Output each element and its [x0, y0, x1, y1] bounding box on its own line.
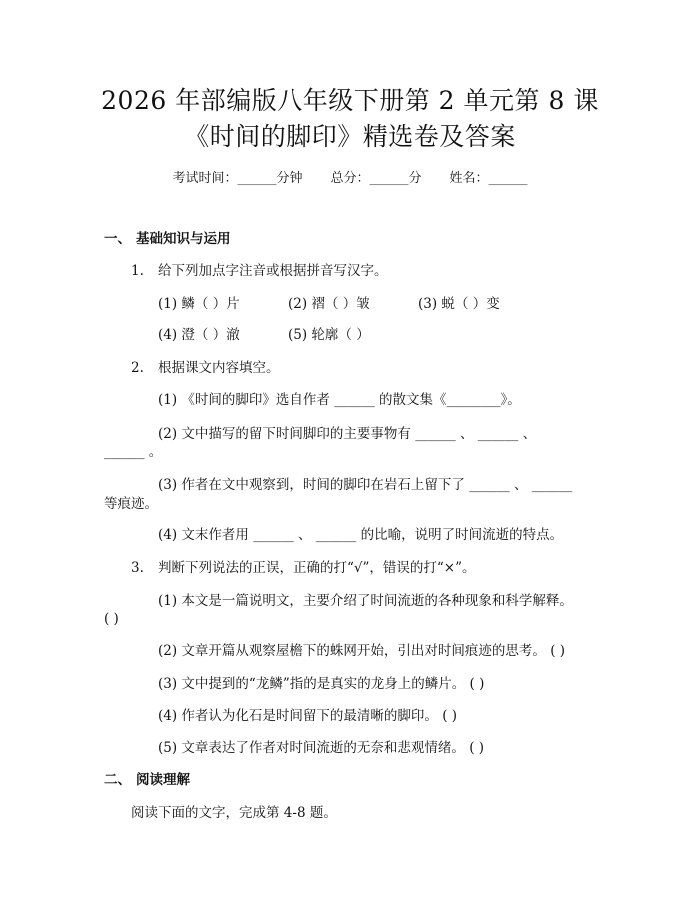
- exam-time-field: 考试时间：______分钟: [172, 171, 303, 186]
- exam-meta: [0, 170, 700, 188]
- reading-intro: 阅读下面的文字，完成第 4-8 题。: [131, 805, 337, 821]
- question-2-number: 2.: [131, 360, 144, 376]
- section-2-number: 二、: [104, 772, 131, 788]
- q3-item-4: (4) 作者认为化石是时间留下的最清晰的脚印。 ( ): [158, 708, 458, 724]
- title-line-2: 《时间的脚印》精选卷及答案: [184, 122, 516, 151]
- q1-item-4: (4) 澄（ ）澈: [158, 327, 240, 343]
- q2-item-4: (4) 文末作者用 ______ 、 ______ 的比喻，说明了时间流逝的特点。: [158, 527, 564, 543]
- q2-item-3-line-2: 等痕迹。: [104, 496, 158, 512]
- student-name-field: 姓名：______: [449, 171, 528, 186]
- q3-item-1-line-1: (1) 本文是一篇说明文，主要介绍了时间流逝的各种现象和科学解释。: [158, 593, 573, 609]
- q3-item-5: (5) 文章表达了作者对时间流逝的无奈和悲观情绪。 ( ): [158, 740, 485, 756]
- section-1-heading: [104, 230, 231, 248]
- title-line-1: 2026 年部编版八年级下册第 2 单元第 8 课: [101, 86, 599, 115]
- section-2-heading: [104, 771, 190, 789]
- question-2-stem: 根据课文内容填空。: [158, 360, 280, 376]
- q2-item-1: (1) 《时间的脚印》选自作者 ______ 的散文集《________》。: [158, 392, 521, 408]
- section-2-title: 阅读理解: [136, 772, 190, 788]
- q2-item-2-line-1: (2) 文中描写的留下时间脚印的主要事物有 ______ 、 ______ 、: [158, 426, 537, 442]
- q2-item-2-line-2: ______ 。: [104, 444, 163, 460]
- q1-item-1: (1) 鳞（ ）片: [158, 296, 240, 312]
- question-3-stem: 判断下列说法的正误，正确的打“√”，错误的打“×”。: [158, 560, 476, 576]
- total-score-field: 总分：______分: [330, 171, 422, 186]
- section-1-number: 一、: [104, 231, 131, 247]
- q3-item-3: (3) 文中提到的“龙鳞”指的是真实的龙身上的鳞片。 ( ): [158, 676, 485, 692]
- q3-item-2: (2) 文章开篇从观察屋檐下的蛛网开始，引出对时间痕迹的思考。 ( ): [158, 643, 566, 659]
- section-1-title: 基础知识与运用: [136, 231, 231, 247]
- q2-item-3-line-1: (3) 作者在文中观察到，时间的脚印在岩石上留下了 ______ 、 ______: [158, 477, 573, 493]
- question-3-number: 3.: [131, 560, 144, 576]
- q1-item-2: (2) 褶（ ）皱: [288, 296, 370, 312]
- question-1-number: 1.: [131, 263, 144, 279]
- q1-item-5: (5) 轮廓（ ）: [288, 327, 370, 343]
- q3-item-1-line-2: ( ): [104, 611, 119, 627]
- q1-item-3: (3) 蜕（ ）变: [418, 296, 500, 312]
- question-1-stem: 给下列加点字注音或根据拼音写汉字。: [158, 263, 388, 279]
